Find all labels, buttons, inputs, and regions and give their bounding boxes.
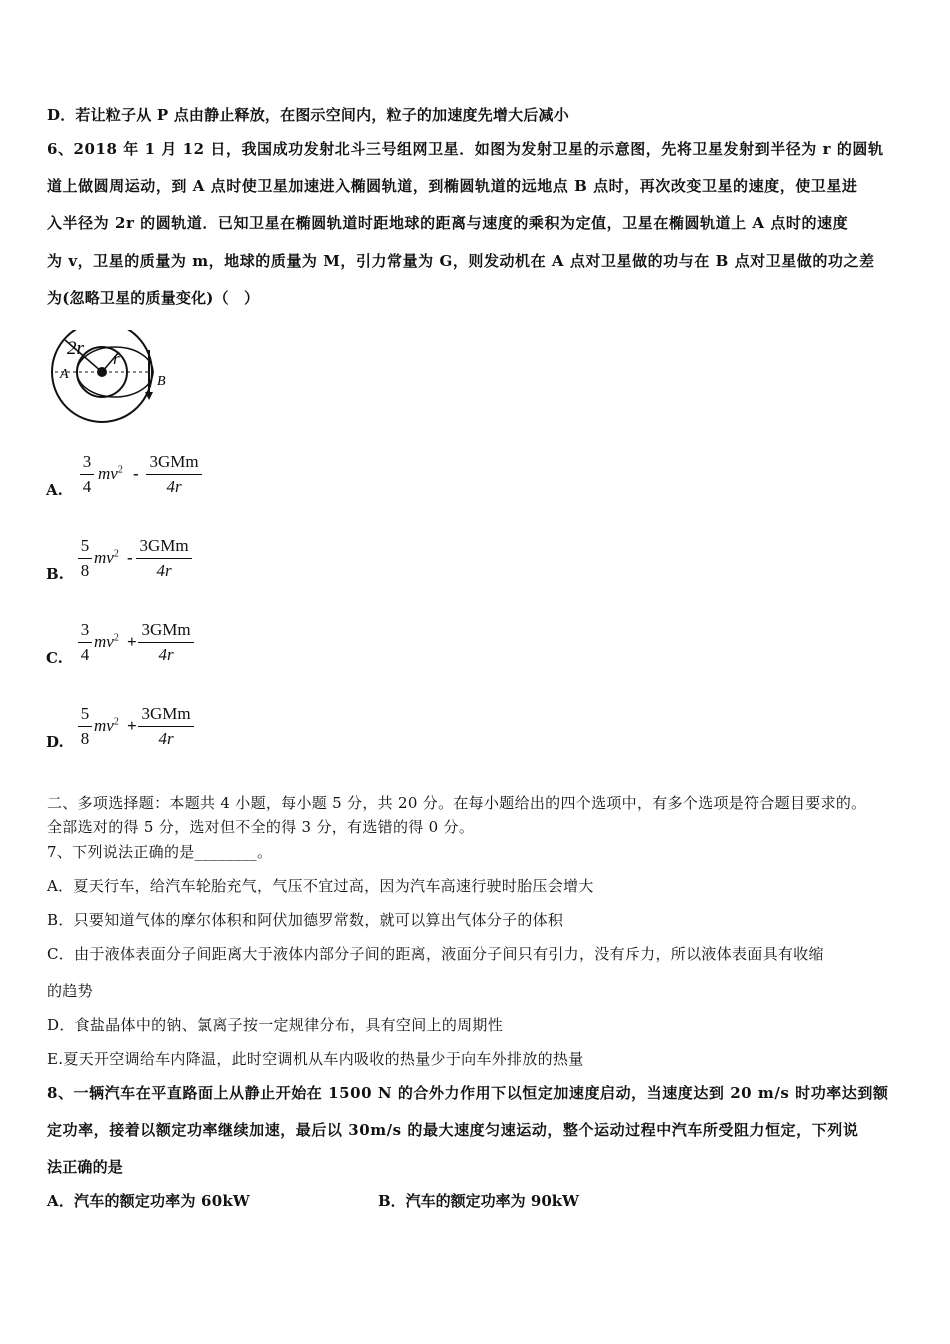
choice-b-label: B. [46, 565, 64, 583]
label-b: B [157, 374, 166, 389]
choice-a-label: A. [46, 481, 63, 499]
choice-c-num1: 3 [80, 620, 90, 639]
choice-c-den1: 4 [80, 645, 90, 664]
choice-c-den2: 4r [158, 645, 174, 664]
label-a: A [60, 367, 69, 382]
choice-d-den1: 8 [80, 729, 90, 748]
choice-b-op: - [127, 548, 133, 567]
choice-a-op: - [133, 464, 139, 483]
label-2r: 2r [67, 338, 84, 359]
question-5-option-d: D．若让粒子从 P 点由静止释放，在图示空间内，粒子的加速度先增大后减小 [47, 106, 569, 124]
question-7-stem: 7、下列说法正确的是________。 [47, 843, 273, 861]
choice-c-op: + [127, 632, 137, 651]
label-r: r [113, 349, 120, 368]
choice-b-den2: 4r [156, 561, 172, 580]
question-7-option-e[interactable]: E.夏天开空调给车内降温，此时空调机从车内吸收的热量少于向车外排放的热量 [47, 1050, 584, 1068]
choice-c-mv: mv [94, 632, 114, 651]
choice-c-num2: 3GMm [141, 620, 191, 639]
question-8-text-line-3: 法正确的是 [47, 1158, 124, 1176]
choice-b-num2: 3GMm [139, 536, 189, 555]
question-8-text-line-1: 8、一辆汽车在平直路面上从静止开始在 1500 N 的合外力作用下以恒定加速度启动，当速度达到 20 m/s 时功率达到额 [47, 1084, 889, 1102]
choice-a-num2: 3GMm [149, 452, 199, 471]
question-6-text-line-2: 道上做圆周运动，到 A 点时使卫星加速进入椭圆轨道，到椭圆轨道的远地点 B 点时，再次改变卫星的速度，使卫星进 [47, 177, 858, 195]
choice-b-mv: mv [94, 548, 114, 567]
choice-d-den2: 4r [158, 729, 174, 748]
question-6-text-line-5: 为(忽略卫星的质量变化)（ ） [47, 289, 260, 307]
section-2-heading-line-2: 全部选对的得 5 分，选对但不全的得 3 分，有选错的得 0 分。 [47, 818, 475, 836]
question-6-text-line-4: 为 v，卫星的质量为 m，地球的质量为 M，引力常量为 G，则发动机在 A 点对卫星做的功与在 B 点对卫星做的功之差 [47, 252, 875, 270]
orbit-diagram [45, 330, 185, 430]
question-7-option-b[interactable]: B．只要知道气体的摩尔体积和阿伏加德罗常数，就可以算出气体分子的体积 [47, 911, 564, 929]
choice-a-num1: 3 [82, 452, 92, 471]
choice-c-label: C. [46, 649, 63, 667]
choice-d-mv: mv [94, 716, 114, 735]
choice-d-label: D. [46, 733, 64, 751]
question-8-option-b[interactable]: B．汽车的额定功率为 90kW [378, 1192, 580, 1210]
question-7-option-c-line-1[interactable]: C．由于液体表面分子间距离大于液体内部分子间的距离，液面分子间只有引力，没有斥力，所以液体表面具有收缩 [47, 945, 824, 963]
choice-d-op: + [127, 716, 137, 735]
choice-a-den2: 4r [166, 477, 182, 496]
choice-a-mv: mv [98, 464, 118, 483]
choice-a-sup: 2 [117, 464, 123, 476]
choice-b-num1: 5 [80, 536, 90, 555]
question-7-option-c-line-2: 的趋势 [47, 982, 93, 1000]
choice-b-sup: 2 [113, 548, 119, 560]
question-8-option-a[interactable]: A．汽车的额定功率为 60kW [47, 1192, 250, 1210]
question-7-option-d[interactable]: D．食盐晶体中的钠、氯离子按一定规律分布，具有空间上的周期性 [47, 1016, 504, 1034]
section-2-heading-line-1: 二、多项选择题：本题共 4 小题，每小题 5 分，共 20 分。在每小题给出的四个选项中，有多个选项是符合题目要求的。 [47, 794, 867, 812]
choice-d-num2: 3GMm [141, 704, 191, 723]
choice-d-num1: 5 [80, 704, 90, 723]
question-8-text-line-2: 定功率，接着以额定功率继续加速，最后以 30m/s 的最大速度匀速运动，整个运动过程中汽车所受阻力恒定，下列说 [47, 1121, 859, 1139]
question-6-text-line-1: 6、2018 年 1 月 12 日，我国成功发射北斗三号组网卫星．如图为发射卫星的示意图，先将卫星发射到半径为 r 的圆轨 [47, 140, 884, 158]
question-7-option-a[interactable]: A．夏天行车，给汽车轮胎充气，气压不宜过高，因为汽车高速行驶时胎压会增大 [47, 877, 594, 895]
choice-a-den1: 4 [82, 477, 92, 496]
choice-c-sup: 2 [113, 632, 119, 644]
choice-b-den1: 8 [80, 561, 90, 580]
question-6-text-line-3: 入半径为 2r 的圆轨道．已知卫星在椭圆轨道时距地球的距离与速度的乘积为定值，卫星在椭圆轨道上 A 点时的速度 [47, 214, 849, 232]
choice-d-sup: 2 [113, 716, 119, 728]
